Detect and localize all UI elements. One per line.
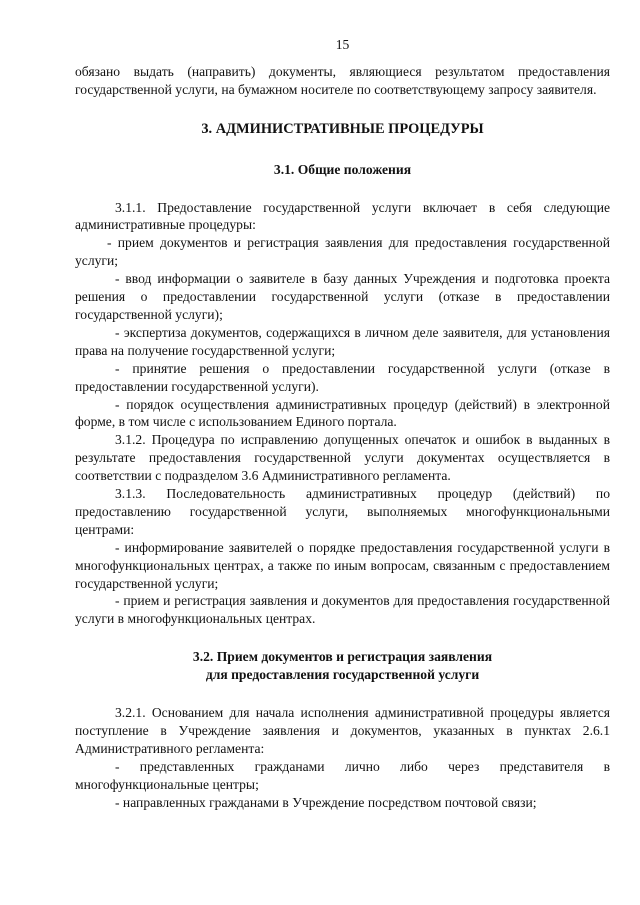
list-item: - ввод информации о заявителе в базу данных Учреждения и подготовка проекта решения о предоставлении государственной услуги (отказе в предоставлении государственной услуги);	[75, 271, 610, 322]
subsection-title-3-2-line2: для предоставления государственной услуги	[205, 667, 480, 683]
paragraph-3-1-1: 3.1.1. Предоставление государственной услуги включает в себя следующие административные процедуры:	[75, 199, 610, 233]
list-item: - принятие решения о предоставлении государственной услуги (отказе в предоставлении государственной услуги).	[75, 360, 610, 394]
page-number: 15	[335, 37, 350, 52]
list-item: - направленных гражданами в Учреждение посредством почтовой связи;	[115, 794, 537, 810]
paragraph-3-2-1: 3.2.1. Основанием для начала исполнения административной процедуры является поступление в Учреждение заявления и документов, указанных в пунктах 2.6.1 Административного регламента:	[75, 705, 610, 756]
list-item: - представленных гражданами лично либо через представителя в многофункциональные центры;	[75, 758, 610, 792]
list-item: - прием документов и регистрация заявления для предоставления государственной услуги;	[75, 235, 610, 269]
subsection-title-3-1: 3.1. Общие положения	[273, 161, 412, 177]
list-item: - прием и регистрация заявления и документов для предоставления государственной услуги в многофункциональных центрах.	[75, 593, 610, 627]
list-item: - экспертиза документов, содержащихся в личном деле заявителя, для установления права на получение государственной услуги;	[75, 324, 610, 358]
subsection-title-3-2	[75, 648, 610, 684]
paragraph-3-1-2: 3.1.2. Процедура по исправлению допущенных опечаток и ошибок в выданных в результате предоставления государственной услуги документах осуществляется в соответствии с подразделом 3.6 Административного регламента.	[75, 432, 610, 484]
list-item: - порядок осуществления административных процедур (действий) в электронной форме, в том числе с использованием Единого портала.	[75, 396, 610, 430]
paragraph-3-1-3: 3.1.3. Последовательность административных процедур (действий) по предоставлению государственной услуги, выполняемых многофункциональными центрами:	[75, 486, 610, 537]
continuation-paragraph: обязано выдать (направить) документы, являющиеся результатом предоставления государственной услуги, на бумажном носителе по соответствующему запросу заявителя.	[75, 63, 610, 97]
section-title: 3. АДМИНИСТРАТИВНЫЕ ПРОЦЕДУРЫ	[201, 120, 484, 137]
subsection-title-3-2-line1: 3.2. Прием документов и регистрация заявления	[192, 649, 493, 665]
list-item: - информирование заявителей о порядке предоставления государственной услуги в многофункциональных центрах, а также по иным вопросам, связанным с предоставлением государственной услуги;	[75, 539, 610, 591]
